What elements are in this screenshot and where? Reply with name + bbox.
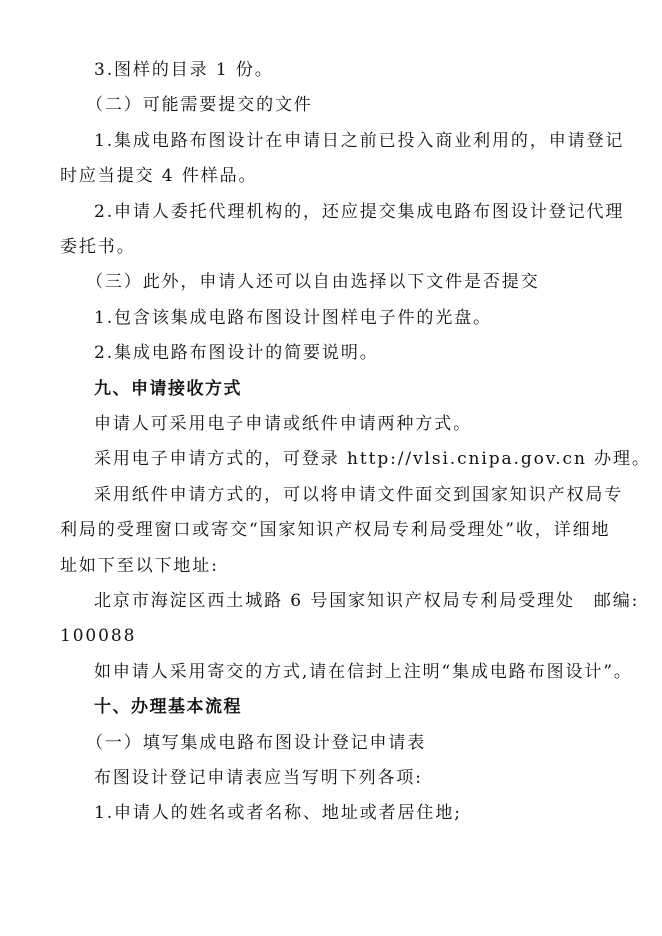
- section-heading: 九、申请接收方式: [94, 378, 242, 399]
- text-line: 1.集成电路布图设计在申请日之前已投入商业利用的，申请登记: [94, 130, 625, 151]
- text-line: 采用纸件申请方式的，可以将申请文件面交到国家知识产权局专: [94, 484, 624, 505]
- text-line: 申请人可采用电子申请或纸件申请两种方式。: [94, 414, 472, 434]
- text-line: 利局的受理窗口或寄交“国家知识产权局专利局受理处”收，详细地: [60, 520, 611, 541]
- text-line: 时应当提交 4 件样品。: [60, 166, 258, 187]
- text-line: 址如下至以下地址:: [60, 555, 219, 576]
- text-line: 2.集成电路布图设计的简要说明。: [94, 343, 379, 364]
- text-line: 2.申请人委托代理机构的，还应提交集成电路布图设计登记代理: [94, 201, 625, 222]
- text-line: （二）可能需要提交的文件: [86, 95, 313, 116]
- text-line: 委托书。: [60, 237, 136, 257]
- text-line: （三）此外，申请人还可以自由选择以下文件是否提交: [86, 272, 540, 293]
- text-line: 如申请人采用寄交的方式,请在信封上注明“集成电路布图设计”。: [94, 661, 633, 682]
- text-line: 1.申请人的姓名或者名称、地址或者居住地;: [94, 803, 462, 824]
- text-line: 1.包含该集成电路布图设计图样电子件的光盘。: [94, 307, 493, 328]
- text-line: （一）填写集成电路布图设计登记申请表: [86, 732, 427, 753]
- text-line: 北京市海淀区西土城路 6 号国家知识产权局专利局受理处 邮编:: [94, 591, 640, 611]
- text-line: 采用电子申请方式的，可登录 http://vlsi.cnipa.gov.cn 办理。: [94, 449, 651, 470]
- text-line: 布图设计登记申请表应当写明下列各项:: [94, 768, 423, 788]
- section-heading: 十、办理基本流程: [94, 697, 242, 718]
- text-line: 3.图样的目录 1 份。: [94, 60, 274, 80]
- text-line: 100088: [60, 626, 137, 647]
